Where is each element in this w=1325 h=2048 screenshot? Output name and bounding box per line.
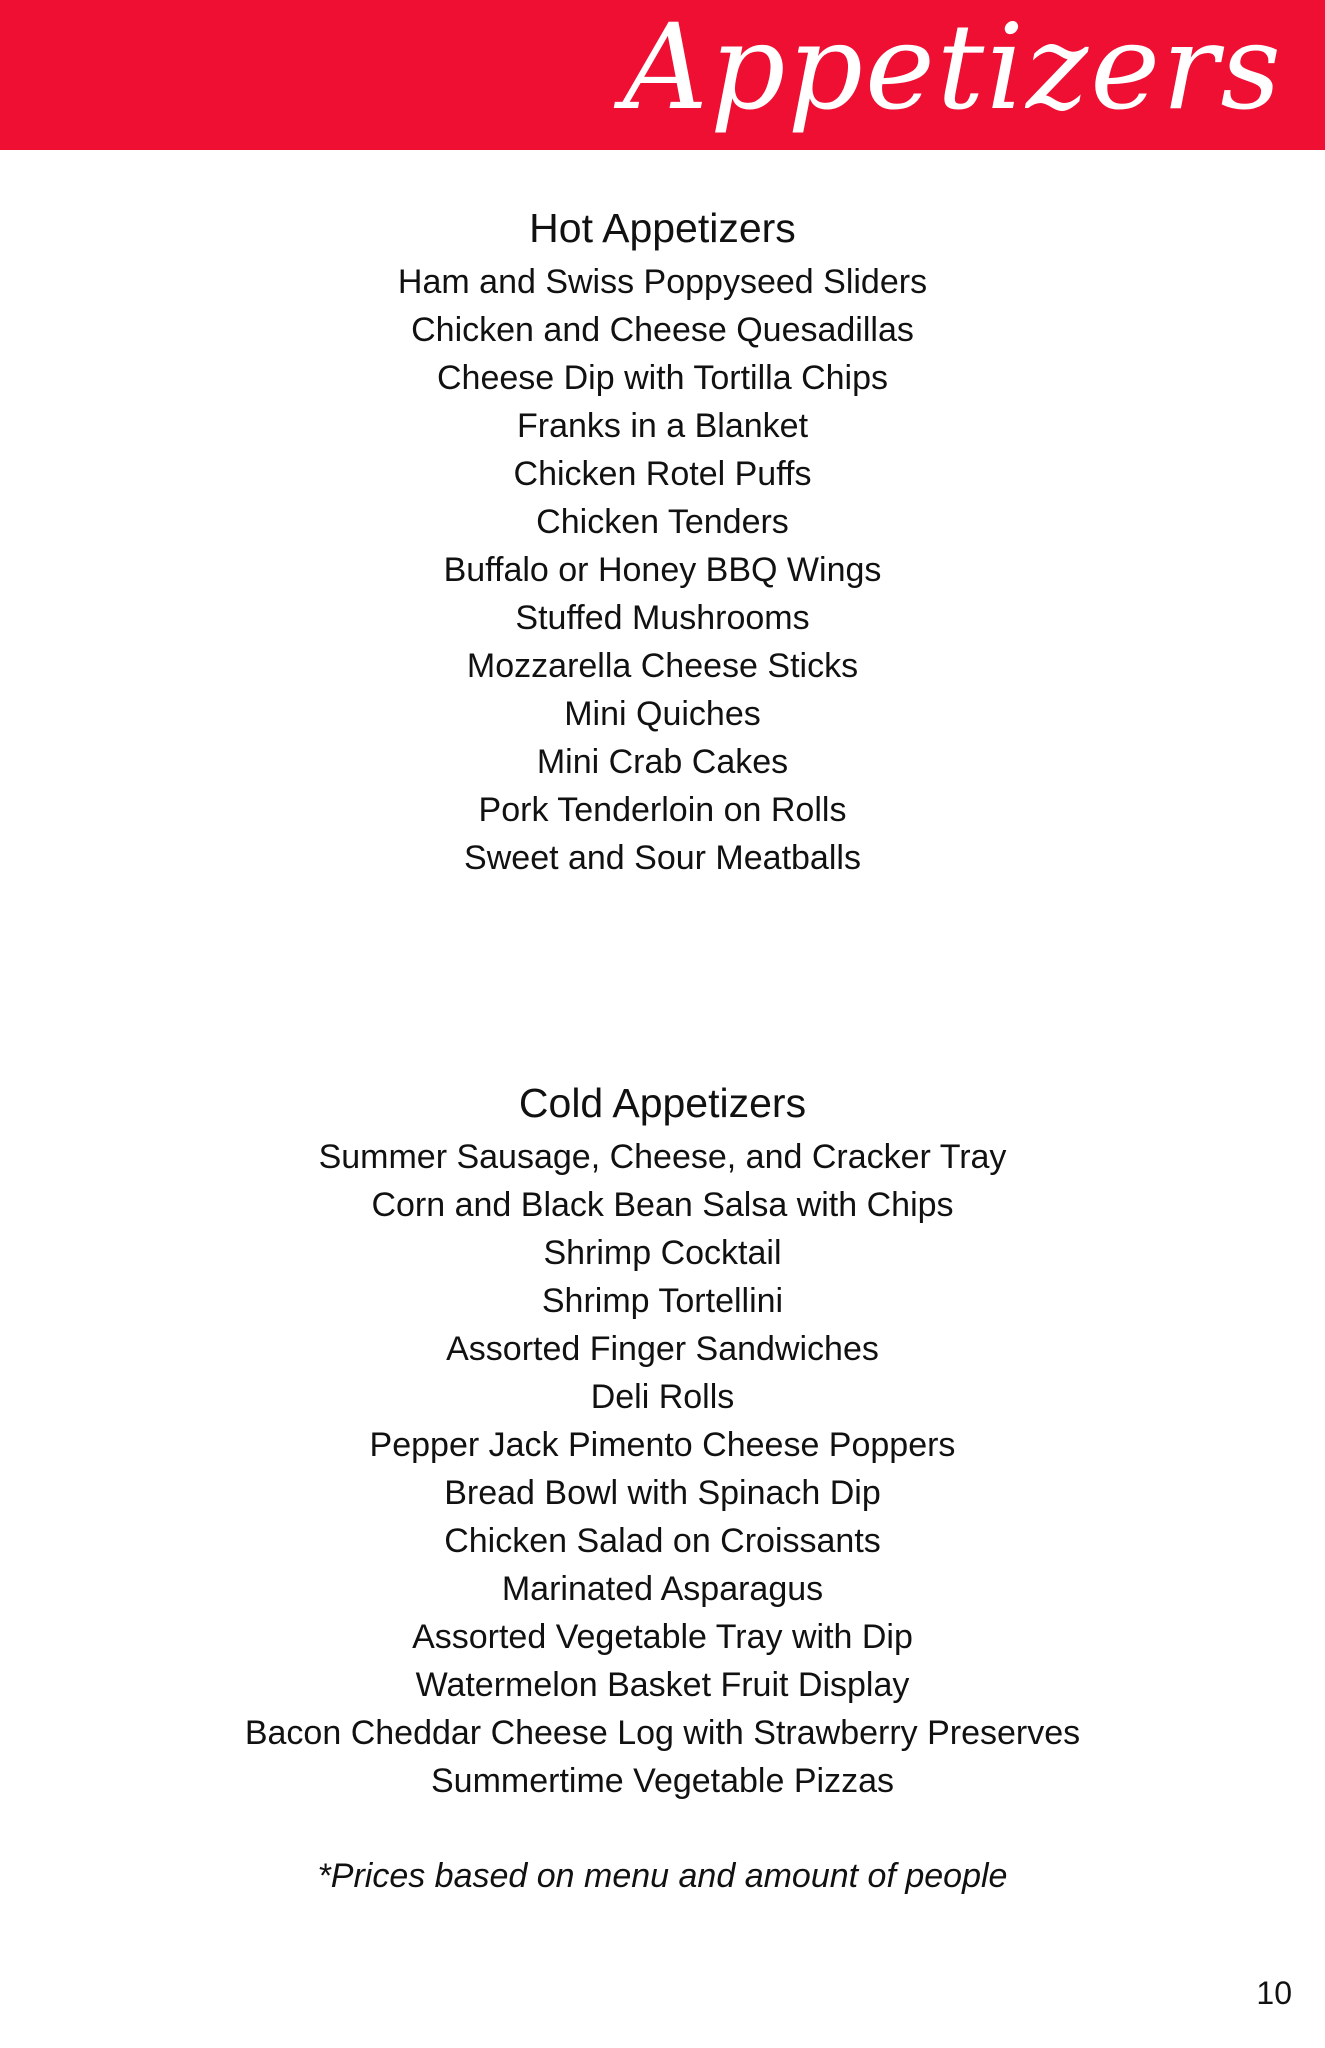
menu-item: Bacon Cheddar Cheese Log with Strawberry Preserves: [244, 1714, 1081, 1752]
pricing-footnote: *Prices based on menu and amount of people: [317, 1857, 1008, 1895]
page-number: 10: [1256, 1975, 1292, 2011]
menu-item: Mini Crab Cakes: [536, 743, 789, 781]
menu-item: Pepper Jack Pimento Cheese Poppers: [369, 1426, 956, 1464]
menu-item: Ham and Swiss Poppyseed Sliders: [397, 263, 928, 301]
hot-appetizers-list: [0, 258, 1325, 882]
menu-item: Assorted Vegetable Tray with Dip: [412, 1618, 913, 1656]
menu-item: Shrimp Cocktail: [543, 1234, 782, 1272]
menu-item: Franks in a Blanket: [516, 407, 809, 445]
page-title: Appetizers: [622, 0, 1283, 136]
menu-item: Buffalo or Honey BBQ Wings: [443, 551, 882, 589]
cold-appetizers-heading: Cold Appetizers: [518, 1080, 807, 1126]
menu-item: Shrimp Tortellini: [541, 1282, 784, 1320]
menu-item: Deli Rolls: [590, 1378, 735, 1416]
hot-appetizers-section: [0, 198, 1325, 882]
menu-item: Summer Sausage, Cheese, and Cracker Tray: [318, 1138, 1007, 1176]
menu-item: Mini Quiches: [564, 695, 761, 733]
menu-item: Chicken and Cheese Quesadillas: [411, 311, 914, 349]
menu-item: Watermelon Basket Fruit Display: [415, 1666, 910, 1704]
menu-item: Sweet and Sour Meatballs: [464, 839, 861, 877]
hot-appetizers-heading: Hot Appetizers: [529, 205, 796, 251]
menu-item: Stuffed Mushrooms: [515, 599, 810, 637]
menu-item: Corn and Black Bean Salsa with Chips: [371, 1186, 954, 1224]
menu-item: Cheese Dip with Tortilla Chips: [436, 359, 888, 397]
menu-item: Pork Tenderloin on Rolls: [478, 791, 847, 829]
title-banner: [0, 0, 1325, 150]
menu-item: Mozzarella Cheese Sticks: [466, 647, 859, 685]
menu-item: Chicken Rotel Puffs: [513, 455, 812, 493]
cold-appetizers-list: [0, 1133, 1325, 1805]
menu-item: Chicken Tenders: [536, 503, 789, 541]
menu-item: Marinated Asparagus: [501, 1570, 824, 1608]
menu-item: Assorted Finger Sandwiches: [446, 1330, 879, 1368]
cold-appetizers-section: [0, 1073, 1325, 1805]
menu-item: Chicken Salad on Croissants: [444, 1522, 881, 1560]
menu-item: Summertime Vegetable Pizzas: [431, 1762, 894, 1800]
menu-item: Bread Bowl with Spinach Dip: [444, 1474, 881, 1512]
